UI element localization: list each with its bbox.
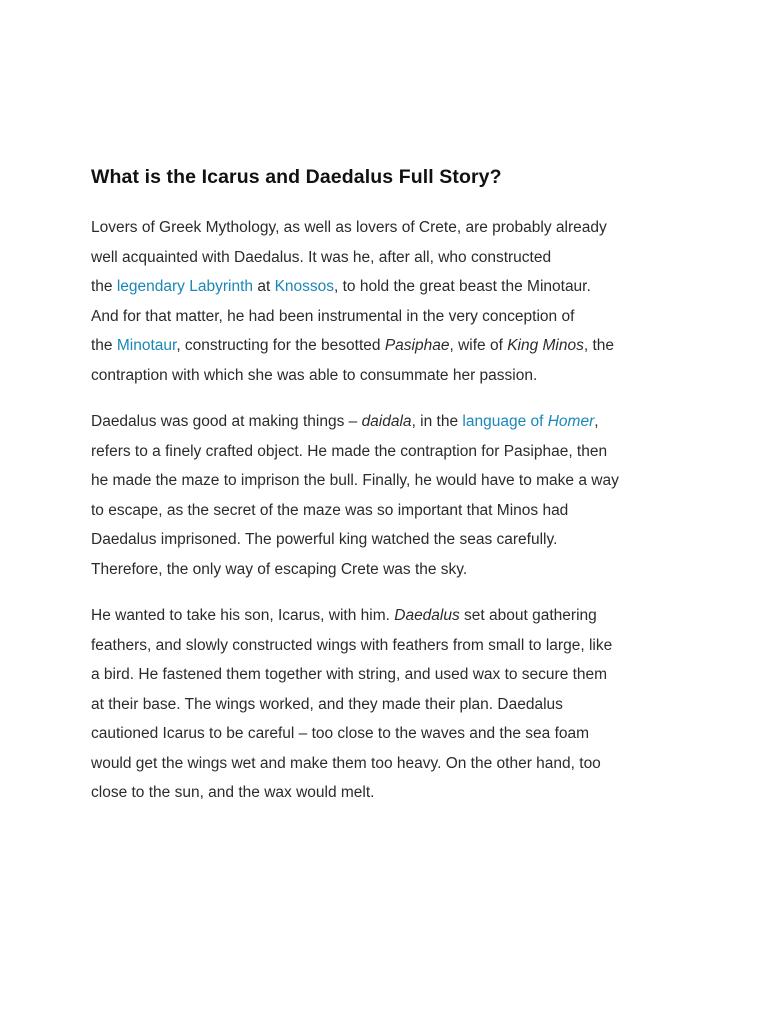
link-minotaur[interactable]: Minotaur (116, 337, 177, 354)
p2-line-4: to escape, as the secret of the maze was so important that Minos had (91, 501, 569, 519)
link-language-of-homer[interactable] (462, 413, 594, 430)
p1-line-1: Lovers of Greek Mythology, as well as lovers of Crete, are probably already (91, 219, 607, 236)
p3-line-2: feathers, and slowly constructed wings with feathers from small to large, like (91, 636, 613, 654)
link-knossos[interactable]: Knossos (274, 278, 335, 295)
p2-line-2: refers to a finely crafted object. He made the contraption for Pasiphae, then (91, 442, 608, 460)
emphasis-daidala: daidala (361, 413, 412, 430)
article-title: What is the Icarus and Daedalus Full Story? (91, 166, 502, 188)
p3-line-7: close to the sun, and the wax would melt. (91, 784, 375, 801)
p3-line-6: would get the wings wet and make them too heavy. On the other hand, too (91, 754, 601, 772)
p2-line-6: Therefore, the only way of escaping Crete was the sky. (91, 560, 468, 578)
text: , to hold the great beast the Minotaur. (334, 278, 591, 295)
p3-line-1 (91, 601, 691, 631)
text: , (594, 413, 599, 430)
p1-line-4: And for that matter, he had been instrumental in the very conception of (91, 307, 575, 325)
paragraph-1 (91, 213, 691, 390)
text: , constructing for the besotted (176, 337, 385, 354)
link-text: language of (462, 413, 548, 430)
text: at (253, 278, 275, 295)
p2-line-1 (91, 407, 691, 437)
p1-line-2: well acquainted with Daedalus. It was he, after all, who constructed (91, 248, 552, 266)
p2-line-5: Daedalus imprisoned. The powerful king watched the seas carefully. (91, 531, 558, 548)
paragraph-3 (91, 601, 691, 808)
p2-line-3: he made the maze to imprison the bull. Finally, he would have to make a way (91, 472, 619, 489)
p3-line-3: a bird. He fastened them together with string, and used wax to secure them (91, 666, 608, 683)
text: , in the (411, 413, 463, 430)
link-text-homer: Homer (547, 413, 595, 430)
p3-line-5: cautioned Icarus to be careful – too close to the waves and the sea foam (91, 725, 590, 742)
p3-line-4: at their base. The wings worked, and they made their plan. Daedalus (91, 695, 563, 713)
p1-line-3 (91, 272, 691, 302)
emphasis-pasiphae: Pasiphae (384, 337, 450, 354)
text: the (91, 278, 117, 295)
text: the (91, 337, 117, 354)
p1-line-5 (91, 331, 691, 361)
text: Daedalus was good at making things – (91, 413, 362, 430)
emphasis-king-minos: King Minos (507, 337, 584, 354)
text: , the (583, 337, 615, 354)
link-legendary-labyrinth[interactable]: legendary Labyrinth (116, 278, 254, 295)
paragraph-2 (91, 407, 691, 584)
p1-line-6: contraption with which she was able to consummate her passion. (91, 366, 538, 384)
text: , wife of (449, 337, 508, 354)
article (91, 163, 691, 825)
text: He wanted to take his son, Icarus, with him. (91, 607, 395, 624)
emphasis-daedalus: Daedalus (394, 607, 460, 624)
text: set about gathering (459, 607, 597, 624)
